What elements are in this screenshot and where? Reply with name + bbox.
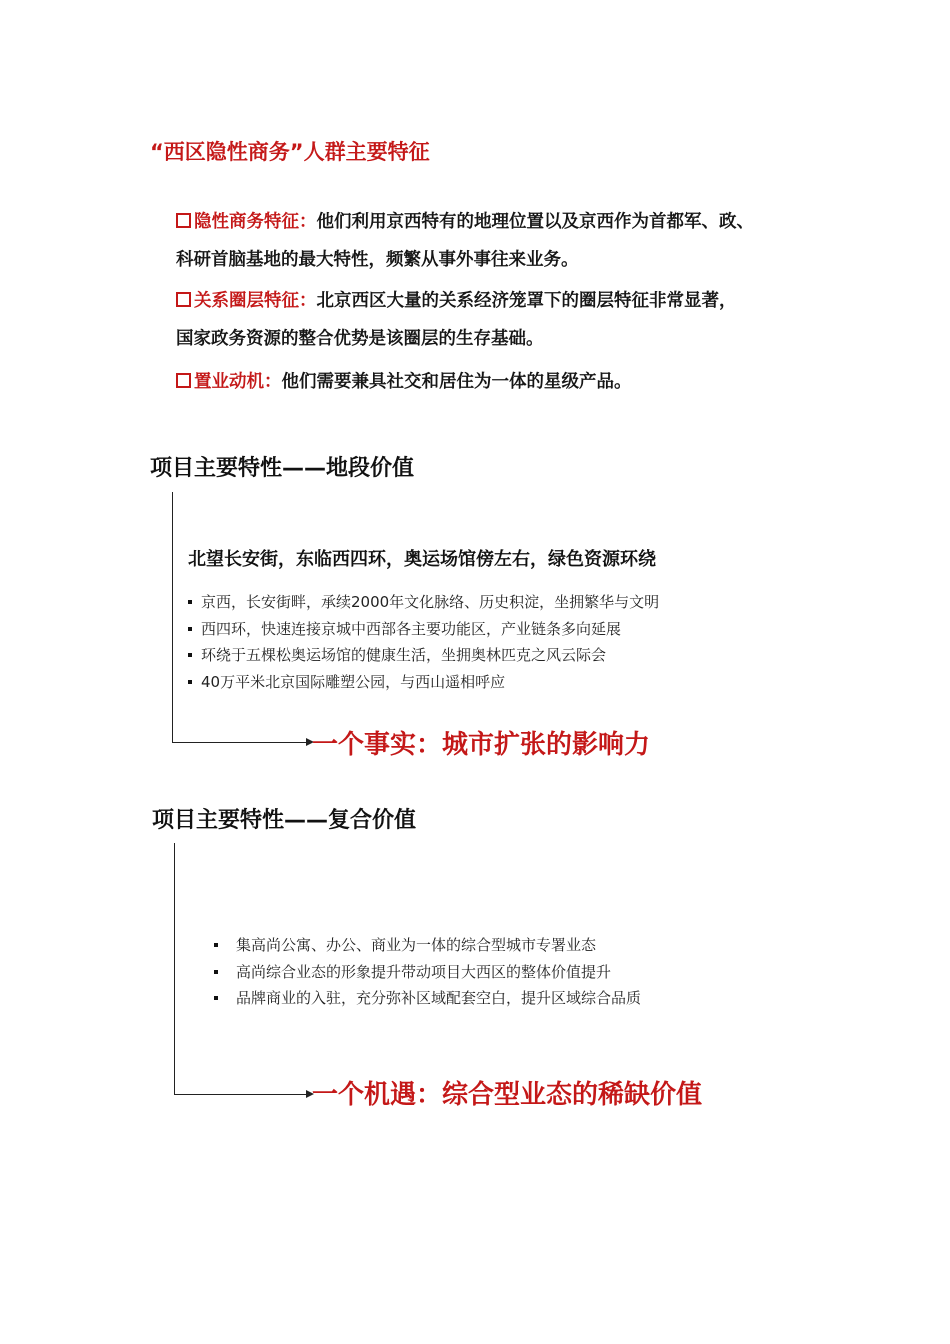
section1-bullet-list — [188, 589, 659, 695]
section1-subheading: 北望长安街，东临西四环，奥运场馆傍左右，绿色资源环绕 — [188, 549, 656, 570]
feature-text: 他们需要兼具社交和居住为一体的星级产品。 — [281, 372, 632, 392]
checkbox-square-icon — [176, 373, 191, 388]
feature-hidden-business — [176, 203, 816, 279]
feature-line: 科研首脑基地的最大特性，频繁从事外事往来业务。 — [176, 250, 579, 270]
checkbox-square-icon — [176, 292, 191, 307]
section2-bracket-line — [174, 843, 175, 1094]
feature-line — [176, 363, 816, 401]
list-item: 品牌商业的入驻，充分弥补区域配套空白，提升区域综合品质 — [214, 985, 641, 1012]
list-item: 集高尚公寓、办公、商业为一体的综合型城市专署业态 — [214, 932, 641, 959]
feature-text: 他们利用京西特有的地理位置以及京西作为首都军、政、 — [316, 212, 754, 232]
bullet-icon — [214, 970, 218, 974]
feature-line — [176, 203, 816, 241]
section2-title: 项目主要特性——复合价值 — [152, 808, 417, 833]
list-item: 西四环，快速连接京城中西部各主要功能区，产业链条多向延展 — [188, 616, 659, 643]
bullet-icon — [214, 996, 218, 1000]
list-item: 40万平米北京国际雕塑公园，与西山遥相呼应 — [188, 669, 659, 696]
feature-label: 隐性商务特征： — [194, 212, 317, 232]
bullet-icon — [188, 600, 192, 604]
feature-label: 关系圈层特征： — [194, 291, 317, 311]
feature-relationship-circle — [176, 282, 816, 358]
section2-conclusion: 一个机遇：综合型业态的稀缺价值 — [312, 1080, 703, 1110]
feature-line — [176, 282, 816, 320]
list-item: 高尚综合业态的形象提升带动项目大西区的整体价值提升 — [214, 959, 641, 986]
list-item: 京西，长安街畔，承续2000年文化脉络、历史积淀，坐拥繁华与文明 — [188, 589, 659, 616]
section1-bracket-line — [172, 492, 173, 742]
bullet-icon — [188, 627, 192, 631]
section2-arrow-line — [174, 1094, 308, 1095]
feature-label: 置业动机： — [194, 372, 282, 392]
bullet-icon — [214, 943, 218, 947]
feature-purchase-motive — [176, 363, 816, 401]
checkbox-square-icon — [176, 213, 191, 228]
feature-line: 国家政务资源的整合优势是该圈层的生存基础。 — [176, 329, 544, 349]
section1-conclusion: 一个事实：城市扩张的影响力 — [312, 730, 651, 760]
bullet-icon — [188, 653, 192, 657]
feature-text: 北京西区大量的关系经济笼罩下的圈层特征非常显著， — [316, 291, 737, 311]
bullet-icon — [188, 680, 192, 684]
group-heading: “西区隐性商务”人群主要特征 — [150, 140, 430, 164]
section1-title: 项目主要特性——地段价值 — [150, 456, 415, 481]
section2-bullet-list — [214, 932, 641, 1012]
section1-arrow-line — [172, 742, 308, 743]
list-item: 环绕于五棵松奥运场馆的健康生活，坐拥奥林匹克之风云际会 — [188, 642, 659, 669]
